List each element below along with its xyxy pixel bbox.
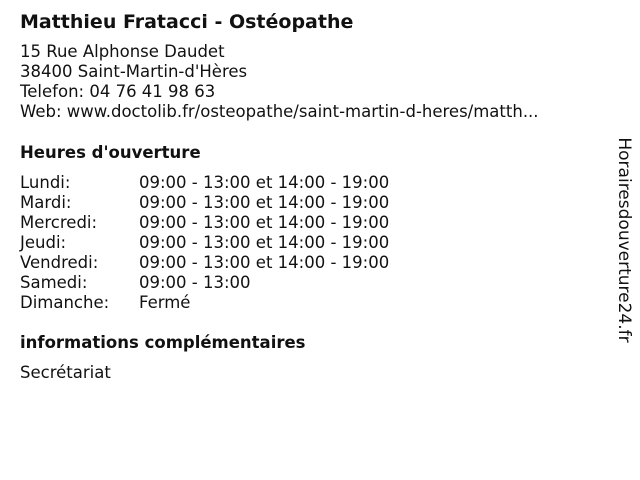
day-label: Samedi:	[20, 273, 88, 292]
opening-hours-table	[20, 173, 600, 313]
day-label: Mardi:	[20, 193, 72, 212]
time-value: Fermé	[139, 293, 191, 312]
hours-row-wednesday	[20, 213, 600, 233]
day-label: Dimanche:	[20, 293, 110, 312]
address-street: 15 Rue Alphonse Daudet	[20, 42, 225, 61]
day-label: Jeudi:	[20, 233, 67, 252]
additional-info-text: Secrétariat	[20, 363, 111, 382]
time-value: 09:00 - 13:00 et 14:00 - 19:00	[139, 173, 390, 192]
hours-row-thursday	[20, 233, 600, 253]
time-value: 09:00 - 13:00 et 14:00 - 19:00	[139, 233, 390, 252]
time-value: 09:00 - 13:00 et 14:00 - 19:00	[139, 193, 390, 212]
hours-row-monday	[20, 173, 600, 193]
additional-info-title: informations complémentaires	[20, 333, 306, 352]
time-value: 09:00 - 13:00 et 14:00 - 19:00	[139, 253, 390, 272]
day-label: Mercredi:	[20, 213, 98, 232]
business-card	[20, 10, 600, 383]
business-title: Matthieu Fratacci - Ostéopathe	[20, 11, 354, 33]
time-value: 09:00 - 13:00 et 14:00 - 19:00	[139, 213, 390, 232]
hours-row-tuesday	[20, 193, 600, 213]
day-label: Vendredi:	[20, 253, 99, 272]
opening-hours-title: Heures d'ouverture	[20, 143, 201, 162]
time-value: 09:00 - 13:00	[139, 273, 251, 292]
website-link[interactable]	[20, 102, 600, 122]
hours-row-saturday	[20, 273, 600, 293]
hours-row-sunday	[20, 293, 600, 313]
site-watermark: Horairesdouverture24.fr	[614, 137, 634, 343]
website-url[interactable]: Web: www.doctolib.fr/osteopathe/saint-martin-d-heres/matth...	[20, 102, 539, 121]
address-city: 38400 Saint-Martin-d'Hères	[20, 62, 248, 81]
day-label: Lundi:	[20, 173, 71, 192]
hours-row-friday	[20, 253, 600, 273]
phone-number[interactable]: Telefon: 04 76 41 98 63	[20, 82, 216, 101]
